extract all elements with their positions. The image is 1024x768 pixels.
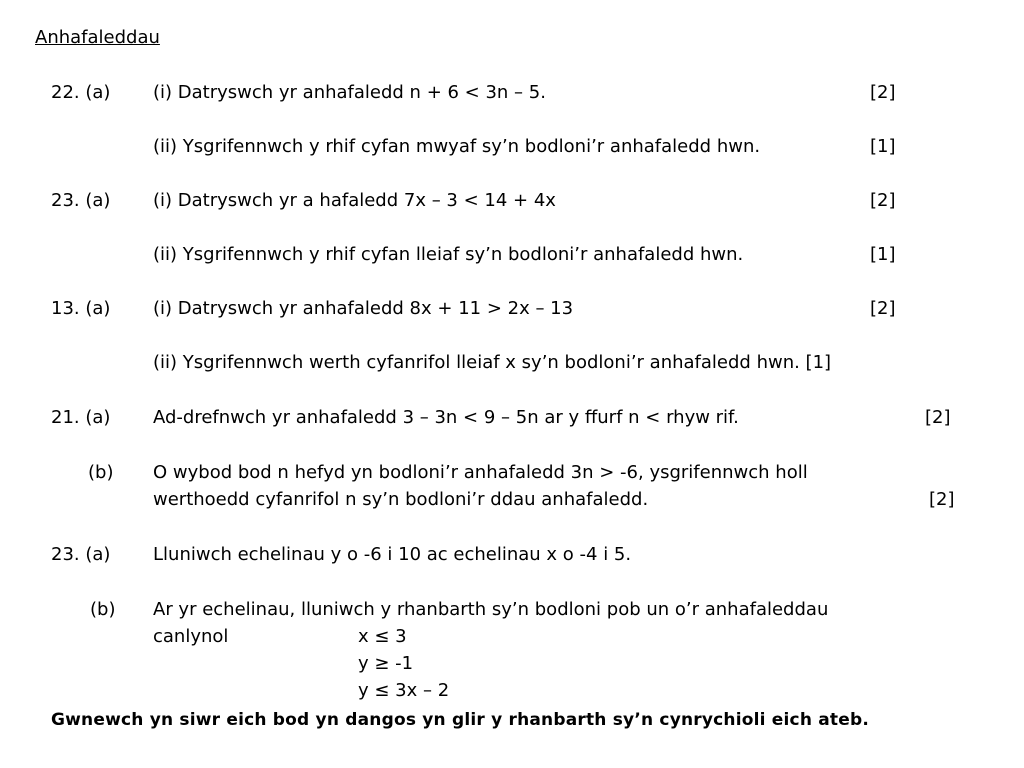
question-22-part-ii: (ii) Ysgrifennwch y rhif cyfan mwyaf sy’n bodloni’r anhafaledd hwn. (153, 136, 761, 157)
question-23-graph-part-b-label: (b) (90, 599, 116, 620)
question-number-23-graph: 23. (a) (51, 544, 111, 565)
question-21-part-a-marks: [2] (925, 407, 951, 428)
question-21-part-a: Ad-drefnwch yr anhafaledd 3 – 3n < 9 – 5n ar y ffurf n < rhyw rif. (153, 407, 739, 428)
question-22-part-ii-marks: [1] (870, 136, 896, 157)
question-21-part-b-marks: [2] (929, 489, 955, 510)
question-21-part-b-line2: werthoedd cyfanrifol n sy’n bodloni’r ddau anhafaledd. (153, 489, 649, 510)
question-22-part-i-marks: [2] (870, 82, 896, 103)
question-23-part-ii: (ii) Ysgrifennwch y rhif cyfan lleiaf sy’n bodloni’r anhafaledd hwn. (153, 244, 744, 265)
question-number-23: 23. (a) (51, 190, 111, 211)
question-23-part-i-marks: [2] (870, 190, 896, 211)
question-23-part-i: (i) Datryswch yr a hafaledd 7x – 3 < 14 + 4x (153, 190, 556, 211)
inequality-2: y ≥ -1 (358, 653, 414, 674)
question-21-part-b-label: (b) (88, 462, 114, 483)
inequality-3: y ≤ 3x – 2 (358, 680, 450, 701)
question-13-part-ii: (ii) Ysgrifennwch werth cyfanrifol lleiaf x sy’n bodloni’r anhafaledd hwn. [1] (153, 352, 832, 373)
inequality-1: x ≤ 3 (358, 626, 407, 647)
question-number-22: 22. (a) (51, 82, 111, 103)
question-23-part-ii-marks: [1] (870, 244, 896, 265)
question-23-graph-part-b-line1: Ar yr echelinau, lluniwch y rhanbarth sy’n bodloni pob un o’r anhafaleddau (153, 599, 829, 620)
question-22-part-i: (i) Datryswch yr anhafaledd n + 6 < 3n – 5. (153, 82, 546, 103)
question-number-21: 21. (a) (51, 407, 111, 428)
question-21-part-b-line1: O wybod bod n hefyd yn bodloni’r anhafaledd 3n > -6, ysgrifennwch holl (153, 462, 808, 483)
instruction-text: Gwnewch yn siwr eich bod yn dangos yn glir y rhanbarth sy’n cynrychioli eich ateb. (51, 710, 870, 730)
page-title: Anhafaleddau (35, 27, 160, 48)
question-23-graph-part-a: Lluniwch echelinau y o -6 i 10 ac echelinau x o -4 i 5. (153, 544, 632, 565)
question-23-graph-part-b-line2: canlynol (153, 626, 229, 647)
question-13-part-i-marks: [2] (870, 298, 896, 319)
question-number-13: 13. (a) (51, 298, 111, 319)
question-13-part-i: (i) Datryswch yr anhafaledd 8x + 11 > 2x – 13 (153, 298, 574, 319)
